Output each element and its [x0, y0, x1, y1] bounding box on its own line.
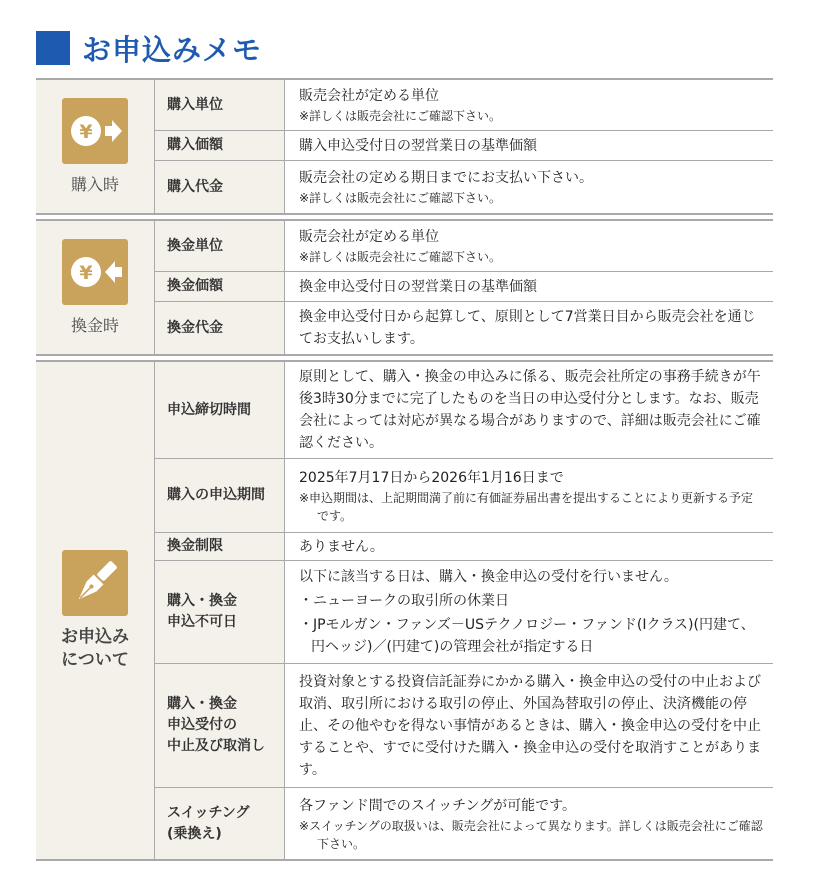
row-content [286, 221, 773, 271]
row-text: 各ファンド間でのスイッチングが可能です。 [299, 797, 577, 814]
row-label-line1: スイッチング [167, 804, 250, 821]
category-label-line2: について [61, 649, 129, 670]
section-purchase [36, 78, 773, 215]
row-text: 換金申込受付日の翌営業日の基準価額 [299, 278, 537, 295]
row-label: 換金代金 [155, 302, 285, 354]
row-content [286, 788, 773, 859]
table-row [155, 362, 773, 459]
category-label: 換金時 [70, 315, 119, 335]
list-item: ・JPモルガン・ファンズ－USテクノロジー・ファンド(Iクラス)(円建て、円ヘッジ)／(円建て)の管理会社が指定する日 [299, 617, 755, 655]
row-label: 購入単位 [155, 80, 285, 130]
row-text: ありません。 [299, 538, 384, 555]
section-application [36, 360, 773, 861]
row-content [286, 272, 773, 301]
row-label: 換金制限 [155, 533, 285, 560]
svg-text:¥: ¥ [79, 120, 93, 143]
row-label: 購入の申込期間 [155, 459, 285, 532]
category-label-line1: お申込み [61, 626, 129, 647]
table-row [155, 664, 773, 788]
page-title [36, 28, 262, 68]
row-label-line2: 申込不可日 [167, 614, 237, 630]
row-label: 購入代金 [155, 161, 285, 213]
table-row [155, 272, 773, 302]
table-row [155, 459, 773, 533]
category-label [61, 626, 129, 672]
row-text: 換金申込受付日から起算して、原則として7営業日目から販売会社を通じてお支払いします。 [299, 309, 756, 347]
rows-redemption [154, 221, 773, 354]
row-content [286, 533, 773, 560]
table-row [155, 161, 773, 213]
table-row [155, 561, 773, 664]
title-marker-square [36, 31, 70, 65]
category-label: 購入時 [70, 174, 119, 194]
fountain-pen-icon [62, 550, 128, 616]
table-row [155, 302, 773, 354]
row-note: ※詳しくは販売会社にご確認下さい。 [299, 191, 502, 205]
row-content [286, 131, 773, 160]
row-text: 2025年7月17日から2026年1月16日まで [299, 469, 564, 486]
row-content [286, 302, 773, 354]
row-content [286, 80, 773, 130]
table-row [155, 788, 773, 859]
row-note: ※詳しくは販売会社にご確認下さい。 [299, 250, 502, 264]
category-application [36, 362, 154, 859]
rows-purchase [154, 80, 773, 213]
row-content [286, 161, 773, 213]
row-content [286, 561, 773, 663]
category-purchase [36, 80, 154, 213]
row-text: 投資対象とする投資信託証券にかかる購入・換金申込の受付の中止および取消、取引所における取引の停止、外国為替取引の停止、決済機能の停止、その他やむを得ない事情があるときは、購入・換金申込の受付を中止することや、すでに受付けた購入・換金申込の受付を取消すことがあります。 [299, 673, 762, 778]
row-note: ※スイッチングの取扱いは、販売会社によって異なります。詳しくは販売会社にご確認下さい。 [299, 818, 763, 851]
row-label-line1: 購入・換金 [167, 593, 237, 609]
row-text: 原則として、購入・換金の申込みに係る、販売会社所定の事務手続きが午後3時30分までに完了したものを当日の申込受付分とします。なお、販売会社によっては対応が異なる場合がありますので、詳細は販売会社にご確認ください。 [299, 369, 761, 451]
row-text: 販売会社が定める単位 [299, 88, 439, 104]
row-label [155, 664, 285, 787]
row-label: 換金価額 [155, 272, 285, 301]
rows-application [154, 362, 773, 859]
table-row [155, 221, 773, 272]
list-item: ・ニューヨークの取引所の休業日 [299, 593, 509, 609]
row-note: ※申込期間は、上記期間満了前に有価証券届出書を提出することにより更新する予定です。 [299, 490, 754, 523]
row-label-line3: 中止及び取消し [167, 738, 265, 754]
row-label: 購入価額 [155, 131, 285, 160]
table-row [155, 80, 773, 131]
row-label-line1: 購入・換金 [167, 696, 237, 712]
row-label-line2: 申込受付の [167, 717, 237, 733]
row-label-line2: (乗換え) [167, 825, 222, 842]
row-content [286, 459, 773, 532]
table-row [155, 533, 773, 561]
row-content [286, 362, 773, 458]
yen-coin-arrow-left-icon [62, 239, 128, 305]
row-text: 以下に該当する日は、購入・換金申込の受付を行いません。 [299, 569, 678, 585]
row-label [155, 561, 285, 663]
section-redemption [36, 219, 773, 356]
category-redemption [36, 221, 154, 354]
page-title-text: お申込みメモ [82, 32, 263, 67]
row-content [286, 664, 773, 787]
row-text: 販売会社が定める単位 [299, 229, 439, 245]
yen-coin-arrow-right-icon [62, 98, 128, 164]
row-label: 申込締切時間 [155, 362, 285, 458]
row-text: 販売会社の定める期日までにお支払い下さい。 [299, 170, 593, 186]
row-label: 換金単位 [155, 221, 285, 271]
svg-text:¥: ¥ [79, 261, 93, 284]
row-label [155, 788, 285, 859]
row-note: ※詳しくは販売会社にご確認下さい。 [299, 109, 502, 123]
table-row [155, 131, 773, 161]
row-text: 購入申込受付日の翌営業日の基準価額 [299, 137, 537, 154]
